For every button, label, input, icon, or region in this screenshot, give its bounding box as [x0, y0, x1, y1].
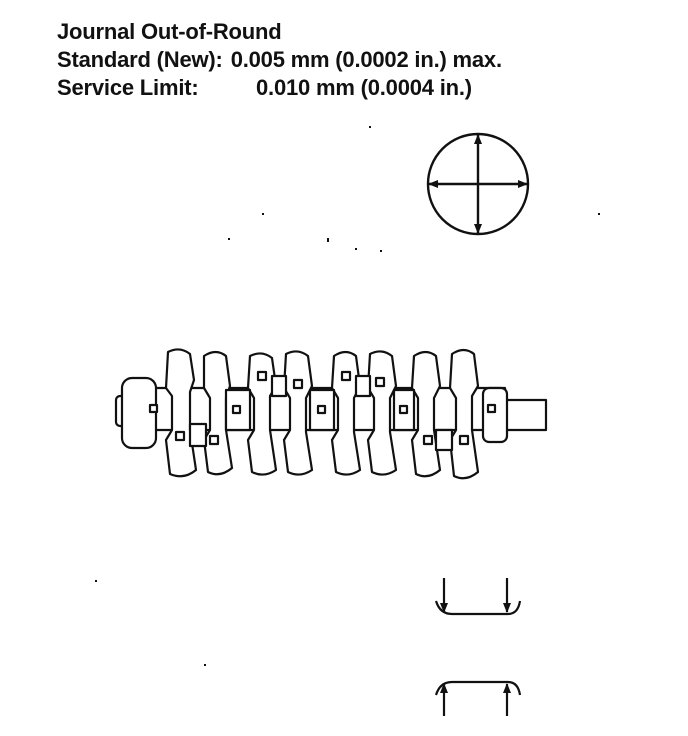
- crank-pin-1: [190, 424, 206, 446]
- oil-hole-6: [294, 380, 302, 388]
- crank-pin-2: [272, 376, 286, 396]
- service-limit-label: Service Limit:: [57, 75, 199, 100]
- rear-main-journal: [483, 388, 507, 442]
- standard-label: Standard (New):: [57, 47, 223, 72]
- oil-hole-10: [400, 406, 407, 413]
- taper-symbol-top: [436, 578, 520, 614]
- crank-pin-4: [436, 430, 452, 450]
- crankshaft-illustration: [116, 349, 546, 478]
- oil-hole-3: [210, 436, 218, 444]
- standard-value: 0.005 mm (0.0002 in.) max.: [230, 47, 502, 72]
- oil-hole-9: [376, 378, 384, 386]
- oil-hole-4: [233, 406, 240, 413]
- oil-hole-8: [342, 372, 350, 380]
- oil-hole-5: [258, 372, 266, 380]
- oil-hole-11: [424, 436, 432, 444]
- oil-hole-7: [318, 406, 325, 413]
- out-of-round-symbol: [428, 134, 528, 234]
- taper-symbol-bottom: [436, 682, 520, 716]
- service-limit-value: 0.010 mm (0.0004 in.): [256, 75, 472, 100]
- oil-hole-1: [150, 405, 157, 412]
- oil-hole-2: [176, 432, 184, 440]
- oil-hole-13: [488, 405, 495, 412]
- crank-pin-3: [356, 376, 370, 396]
- oil-hole-12: [460, 436, 468, 444]
- spec-title: Journal Out-of-Round: [57, 19, 282, 44]
